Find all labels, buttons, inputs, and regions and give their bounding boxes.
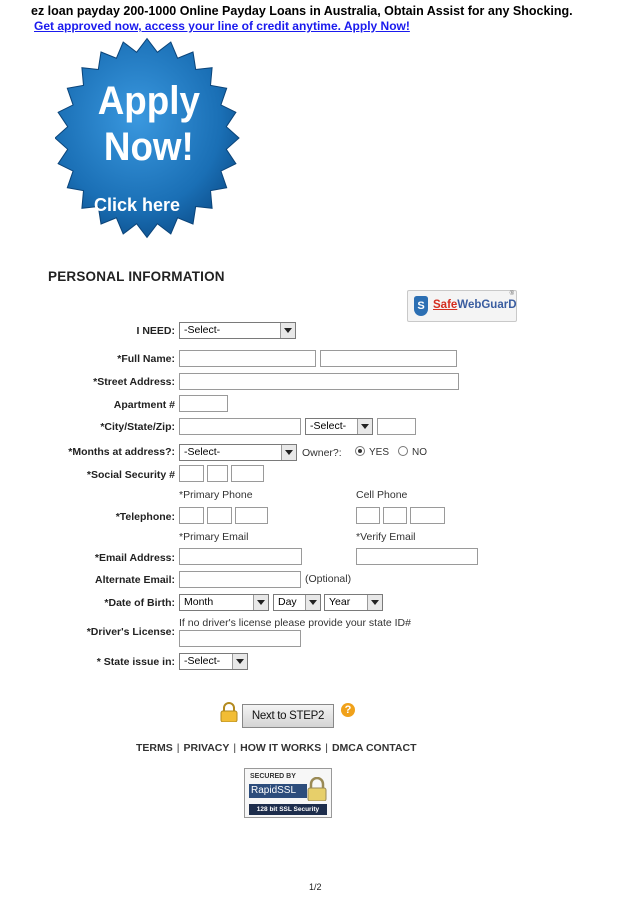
i-need-value: -Select- xyxy=(184,324,221,336)
cell-phone-line-input[interactable] xyxy=(410,507,445,524)
city-input[interactable] xyxy=(179,418,301,435)
label-months-at-address: *Months at address?: xyxy=(68,446,175,458)
badge-line2: Now! xyxy=(103,124,194,170)
months-select[interactable] xyxy=(179,444,297,461)
apply-now-link[interactable]: Get approved now, access your line of credit anytime. Apply Now! xyxy=(34,19,410,33)
owner-no-radio[interactable] xyxy=(398,446,408,456)
verify-email-label: *Verify Email xyxy=(356,531,416,543)
dob-year-value: Year xyxy=(329,596,351,608)
dob-day-value: Day xyxy=(278,596,297,608)
label-state-issue: * State issue in: xyxy=(96,656,175,668)
cell-phone-prefix-input[interactable] xyxy=(383,507,407,524)
state-issue-value: -Select- xyxy=(184,655,221,667)
primary-phone-label: *Primary Phone xyxy=(179,489,253,501)
apply-now-badge[interactable] xyxy=(55,36,241,240)
cell-phone-area-input[interactable] xyxy=(356,507,380,524)
safewebguard-badge[interactable] xyxy=(407,290,517,322)
help-icon[interactable]: ? xyxy=(341,703,355,717)
badge-line3: Click here xyxy=(93,195,181,215)
ssl-strength: 128 bit SSL Security xyxy=(249,804,327,815)
footer-link-terms[interactable]: TERMS xyxy=(136,742,173,754)
apartment-input[interactable] xyxy=(179,395,228,412)
ssn-part3-input[interactable] xyxy=(231,465,264,482)
state-select[interactable] xyxy=(305,418,373,435)
shield-icon: S xyxy=(414,296,428,316)
ssn-part1-input[interactable] xyxy=(179,465,204,482)
street-address-input[interactable] xyxy=(179,373,459,390)
label-date-of-birth: *Date of Birth: xyxy=(104,597,175,609)
label-telephone: *Telephone: xyxy=(115,511,175,523)
label-apartment: Apartment # xyxy=(113,399,175,411)
chevron-down-icon xyxy=(305,595,320,610)
label-city-state-zip: *City/State/Zip: xyxy=(100,421,175,433)
chevron-down-icon xyxy=(253,595,268,610)
safewebguard-text xyxy=(433,299,517,311)
padlock-icon xyxy=(307,777,327,801)
ssl-brand: RapidSSL xyxy=(249,784,307,798)
verify-email-input[interactable] xyxy=(356,548,478,565)
label-drivers-license: *Driver's License: xyxy=(86,626,175,638)
optional-note: (Optional) xyxy=(305,573,352,585)
email-input[interactable] xyxy=(179,548,302,565)
primary-phone-prefix-input[interactable] xyxy=(207,507,232,524)
owner-no-label: NO xyxy=(412,447,427,458)
label-ssn: *Social Security # xyxy=(86,469,175,481)
label-full-name: *Full Name: xyxy=(117,353,175,365)
footer-separator: | xyxy=(176,742,180,754)
owner-label: Owner?: xyxy=(302,447,342,459)
safe-word: Safe xyxy=(433,299,458,311)
ssn-part2-input[interactable] xyxy=(207,465,228,482)
label-alternate-email: Alternate Email: xyxy=(95,574,175,586)
zip-input[interactable] xyxy=(377,418,416,435)
primary-email-label: *Primary Email xyxy=(179,531,249,543)
state-issue-select[interactable] xyxy=(179,653,248,670)
label-street-address: *Street Address: xyxy=(93,376,175,388)
label-email-address: *Email Address: xyxy=(94,552,175,564)
next-step-button[interactable]: Next to STEP2 xyxy=(242,704,334,728)
footer-link-how-it-works[interactable]: HOW IT WORKS xyxy=(240,742,322,754)
ssl-secured-by: SECURED BY xyxy=(250,773,296,780)
chevron-down-icon xyxy=(367,595,382,610)
chevron-down-icon xyxy=(281,445,296,460)
footer-separator: | xyxy=(233,742,237,754)
webguard-word: WebGuarD xyxy=(457,299,517,311)
owner-yes-label: YES xyxy=(369,447,390,458)
months-value: -Select- xyxy=(184,446,221,458)
license-note: If no driver's license please provide your state ID# xyxy=(179,617,411,629)
document-title: ez loan payday 200-1000 Online Payday Loans in Australia, Obtain Assist for any Shocking. xyxy=(31,4,573,18)
drivers-license-input[interactable] xyxy=(179,630,301,647)
chevron-down-icon xyxy=(357,419,372,434)
primary-phone-line-input[interactable] xyxy=(235,507,268,524)
chevron-down-icon xyxy=(232,654,247,669)
i-need-select[interactable] xyxy=(179,322,296,339)
state-value: -Select- xyxy=(310,420,347,432)
registered-mark: ® xyxy=(509,291,514,297)
dob-month-select[interactable] xyxy=(179,594,269,611)
chevron-down-icon xyxy=(280,323,295,338)
dob-month-value: Month xyxy=(184,596,214,608)
primary-phone-area-input[interactable] xyxy=(179,507,204,524)
alternate-email-input[interactable] xyxy=(179,571,301,588)
section-title: PERSONAL INFORMATION xyxy=(48,269,225,284)
footer-link-dmca-contact[interactable]: DMCA CONTACT xyxy=(331,742,417,754)
last-name-input[interactable] xyxy=(320,350,457,367)
page-number: 1/2 xyxy=(309,882,322,892)
padlock-icon xyxy=(220,702,238,722)
footer-links xyxy=(136,742,417,754)
dob-year-select[interactable] xyxy=(324,594,383,611)
owner-yes-radio[interactable] xyxy=(355,446,365,456)
badge-line1: Apply xyxy=(97,78,200,124)
cell-phone-label: Cell Phone xyxy=(356,489,408,501)
first-name-input[interactable] xyxy=(179,350,316,367)
label-i-need: I NEED: xyxy=(136,325,175,337)
dob-day-select[interactable] xyxy=(273,594,321,611)
footer-separator: | xyxy=(325,742,328,754)
footer-link-privacy[interactable]: PRIVACY xyxy=(183,742,230,754)
rapidssl-badge[interactable] xyxy=(244,768,332,818)
